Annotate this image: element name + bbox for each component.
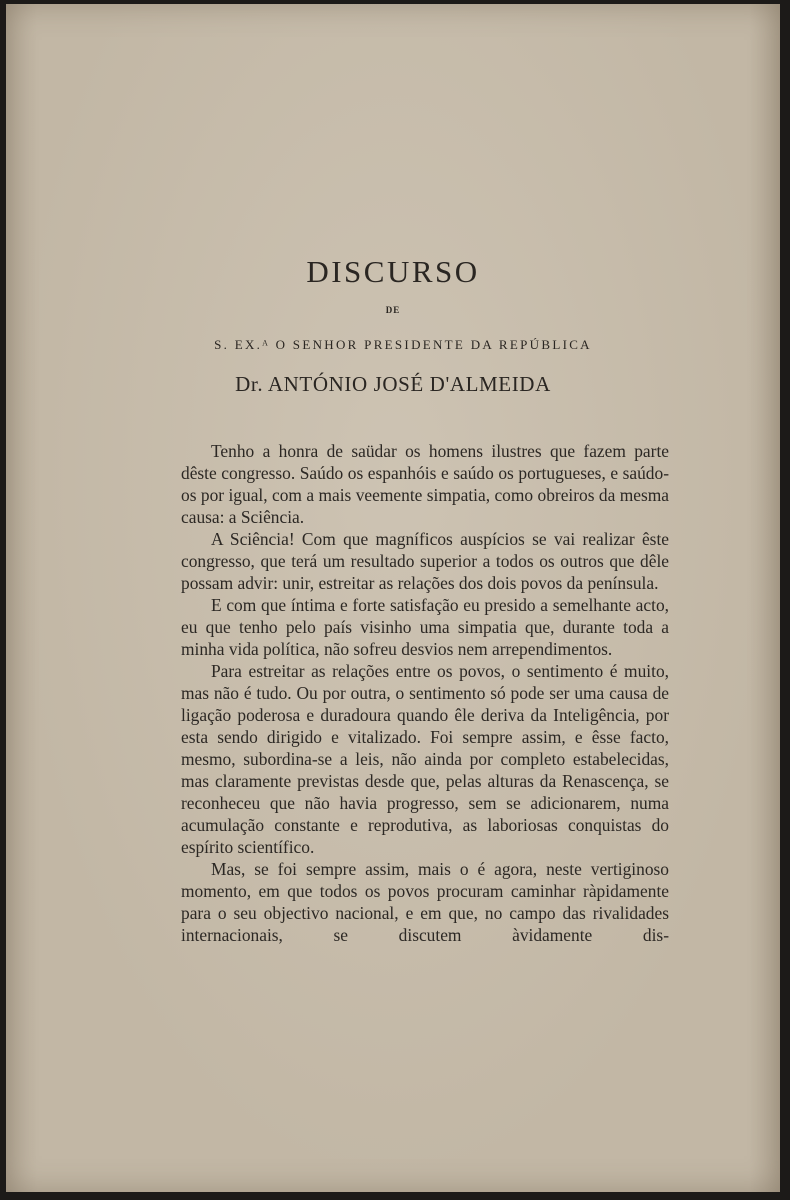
speaker-honorific: S. EX.ᴬ O SENHOR PRESIDENTE DA REPÚBLICA xyxy=(214,337,592,352)
paragraph: E com que íntima e forte satisfação eu presido a semelhante acto, eu que tenho pelo país visinho uma simpatia que, durante toda a minha vida política, não sofreu desvios nem arrependimentos. xyxy=(181,595,669,659)
document-page xyxy=(6,4,780,1192)
speaker-name: Dr. ANTÓNIO JOSÉ D'ALMEIDA xyxy=(235,372,551,396)
paragraph: Mas, se foi sempre assim, mais o é agora, neste vertiginoso momento, em que todos os povos procuram caminhar ràpidamente para o seu objectivo nacional, e em que, no campo das rivalidades internacionais, se discutem àvidamente dis- xyxy=(181,859,669,945)
paragraph: A Sciência! Com que magníficos auspícios se vai realizar êste congresso, que terá um resultado superior a todos os outros que dêle possam advir: unir, estreitar as relações dos dois povos da península. xyxy=(181,529,669,593)
speech-body xyxy=(181,440,669,946)
title-preposition: DE xyxy=(385,305,401,315)
paragraph: Para estreitar as relações entre os povos, o sentimento é muito, mas não é tudo. Ou por outra, o sentimento só pode ser uma causa de ligação poderosa e duradoura quando êle deriva da Inteligência, por esta sendo dirigido e vitalizado. Foi sempre assim, e êsse facto, mesmo, subordina-se a leis, não ainda por completo estabelecidas, mas claramente previstas desde que, pelas alturas da Renascença, se reconheceu que não havia progresso, sem se adicionarem, numa acumulação constante e reprodutiva, as laboriosas conquistas do espírito scientífico. xyxy=(181,661,669,857)
document-title: DISCURSO xyxy=(306,254,480,289)
paragraph: Tenho a honra de saüdar os homens ilustres que fazem parte dêste congresso. Saúdo os espanhóis e saúdo os portugueses, e saúdo-os por igual, com a mais veemente simpatia, como obreiros da mesma causa: a Sciência. xyxy=(181,441,669,527)
